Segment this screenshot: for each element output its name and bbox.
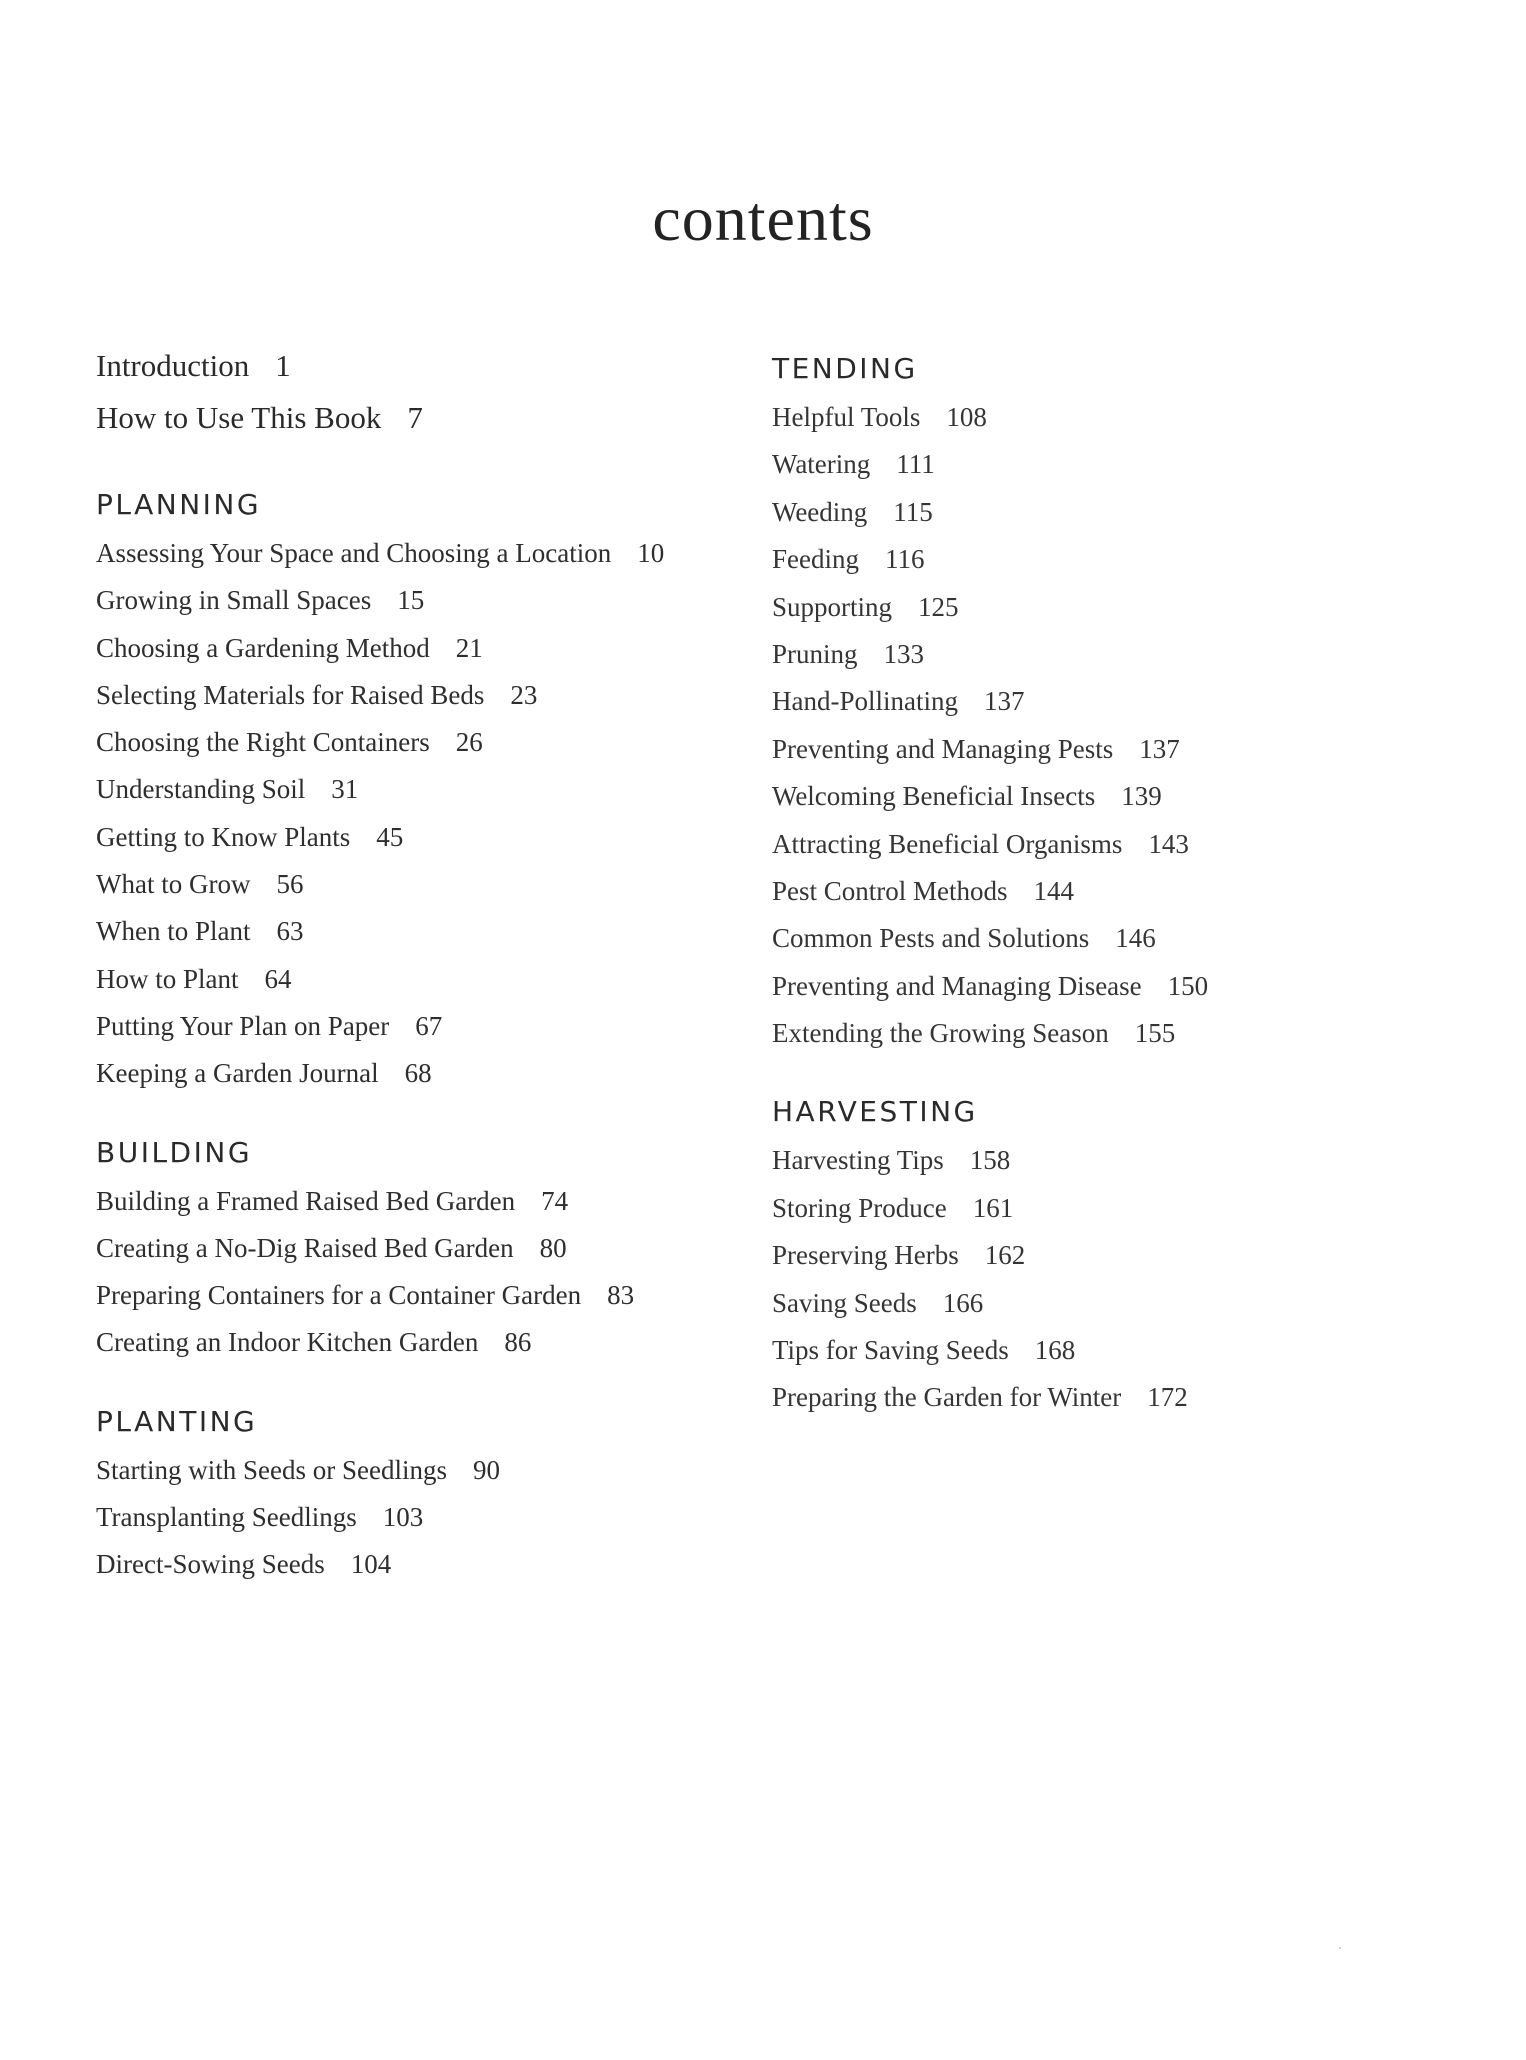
entry-page-number: 26 [455,727,483,758]
toc-entry[interactable] [772,631,1472,678]
toc-entry[interactable] [772,489,1472,536]
toc-entry[interactable] [772,773,1472,820]
toc-entry[interactable] [772,868,1472,915]
toc-entry-introduction[interactable] [96,340,746,392]
spacer [96,1098,746,1128]
spacer [772,1057,1472,1087]
entry-page-number: 45 [376,821,404,852]
entry-label: Hand-Pollinating [772,686,958,717]
toc-entry[interactable] [96,1319,746,1366]
entry-label: Tips for Saving Seeds [772,1335,1009,1366]
toc-entry[interactable] [772,1327,1472,1374]
entry-page-number: 83 [607,1280,635,1311]
entry-page-number: 172 [1147,1382,1188,1413]
toc-entry[interactable] [96,1225,746,1272]
entry-label: Creating an Indoor Kitchen Garden [96,1327,479,1358]
toc-right-column [772,344,1472,1422]
entry-page-number: 168 [1034,1335,1076,1366]
spacer [96,444,746,480]
entry-page-number: 150 [1167,970,1209,1001]
entry-page-number: 90 [472,1454,500,1485]
entry-page-number: 161 [972,1192,1014,1223]
entry-label: Choosing the Right Containers [96,727,430,758]
entry-page-number: 125 [918,591,959,622]
toc-entry[interactable] [96,577,746,624]
entry-page-number: 7 [407,400,423,435]
entry-label: Watering [772,449,871,480]
toc-entry[interactable] [772,1280,1472,1327]
toc-entry[interactable] [772,963,1472,1010]
entry-page-number: 144 [1033,875,1075,906]
toc-entry[interactable] [772,1374,1472,1421]
entry-label: Assessing Your Space and Choosing a Location [96,538,612,568]
entry-page-number: 111 [896,449,935,480]
entry-page-number: 15 [397,585,425,616]
entry-page-number: 104 [350,1549,392,1580]
toc-entry[interactable] [772,584,1472,631]
entry-label: Helpful Tools [772,402,921,432]
entry-page-number: 143 [1148,828,1189,859]
toc-entry[interactable] [96,1272,746,1319]
entry-label: Understanding Soil [96,774,306,805]
spacer [96,1367,746,1397]
toc-entry[interactable] [96,719,746,766]
toc-entry[interactable] [96,956,746,1003]
entry-page-number: 56 [276,869,304,900]
entry-label: Preserving Herbs [772,1240,959,1271]
toc-entry[interactable] [772,1010,1472,1057]
entry-page-number: 21 [455,632,483,663]
toc-entry[interactable] [96,766,746,813]
toc-entry[interactable] [96,1541,746,1588]
entry-label: Introduction [96,348,250,383]
entry-page-number: 10 [637,538,665,568]
toc-entry[interactable] [96,1447,746,1494]
entry-page-number: 116 [885,544,925,575]
toc-entry[interactable] [772,915,1472,962]
entry-label: Starting with Seeds or Seedlings [96,1454,447,1485]
entry-label: Preventing and Managing Pests [772,733,1114,764]
entry-label: Building a Framed Raised Bed Garden [96,1185,516,1216]
toc-entry[interactable] [96,1494,746,1541]
entry-label: Preparing Containers for a Container Garden [96,1280,582,1311]
entry-label: Harvesting Tips [772,1145,944,1176]
entry-label: Preventing and Managing Disease [772,970,1142,1001]
entry-page-number: 137 [983,686,1025,717]
toc-entry[interactable] [96,1003,746,1050]
entry-page-number: 103 [382,1502,424,1533]
entry-page-number: 158 [969,1145,1011,1176]
entry-page-number: 166 [942,1287,984,1318]
entry-page-number: 162 [984,1240,1026,1271]
entry-page-number: 67 [415,1010,443,1041]
entry-label: Creating a No-Dig Raised Bed Garden [96,1232,514,1263]
entry-label: Extending the Growing Season [772,1018,1109,1049]
entry-page-number: 31 [331,774,359,805]
entry-page-number: 23 [510,679,538,710]
toc-entry[interactable] [772,536,1472,583]
section-heading-harvesting: HARVESTING [772,1095,978,1129]
entry-page-number: 63 [276,916,304,947]
entry-page-number: 86 [504,1327,532,1358]
entry-page-number: 146 [1115,923,1156,954]
toc-entry[interactable] [96,530,746,577]
entry-label: How to Plant [96,963,239,994]
entry-label: Putting Your Plan on Paper [96,1010,390,1041]
toc-entry[interactable] [772,1185,1472,1232]
entry-label: How to Use This Book [96,400,382,435]
entry-label: When to Plant [96,916,251,947]
toc-entry[interactable] [772,726,1472,773]
section-heading-building: BUILDING [96,1135,253,1169]
entry-label: Getting to Know Plants [96,821,351,852]
entry-label: Attracting Beneficial Organisms [772,828,1123,859]
toc-entry[interactable] [772,821,1472,868]
entry-label: Selecting Materials for Raised Beds [96,679,485,710]
page-title: contents [652,183,874,254]
entry-label: What to Grow [96,869,251,900]
toc-entry[interactable] [96,1178,746,1225]
entry-label: Pest Control Methods [772,875,1008,906]
entry-label: Transplanting Seedlings [96,1502,357,1533]
entry-label: Supporting [772,591,893,622]
toc-entry[interactable] [96,625,746,672]
entry-label: Weeding [772,496,868,527]
section-heading-tending: TENDING [772,352,918,385]
entry-page-number: 115 [893,496,933,527]
entry-label: Common Pests and Solutions [772,923,1090,954]
entry-label: Choosing a Gardening Method [96,632,430,663]
section-heading-planting: PLANTING [96,1404,258,1438]
toc-entry[interactable] [96,814,746,861]
entry-page-number: 80 [539,1232,567,1263]
entry-label: Preparing the Garden for Winter [772,1382,1122,1413]
toc-entry[interactable] [772,1137,1472,1184]
toc-entry[interactable] [772,394,1472,441]
toc-entry[interactable] [772,1232,1472,1279]
toc-entry-how-to-use[interactable] [96,392,746,444]
toc-entry[interactable] [772,441,1472,488]
entry-label: Welcoming Beneficial Insects [772,781,1096,812]
entry-label: Feeding [772,544,859,575]
entry-page-number: 68 [404,1058,432,1089]
scan-speck [1339,1947,1341,1949]
entry-page-number: 74 [541,1185,569,1216]
entry-label: Pruning [772,638,858,669]
entry-page-number: 64 [264,963,292,994]
toc-entry[interactable] [96,861,746,908]
section-heading-planning: PLANNING [96,488,262,521]
toc-entry[interactable] [772,678,1472,725]
entry-page-number: 139 [1121,781,1162,812]
toc-entry[interactable] [96,908,746,955]
entry-page-number: 1 [275,348,291,383]
entry-page-number: 133 [883,638,925,669]
entry-page-number: 137 [1139,733,1180,764]
toc-entry[interactable] [96,672,746,719]
entry-label: Growing in Small Spaces [96,585,372,616]
toc-left-column [96,340,746,1589]
entry-label: Storing Produce [772,1192,947,1223]
entry-label: Saving Seeds [772,1287,917,1318]
toc-entry[interactable] [96,1050,746,1097]
entry-page-number: 155 [1134,1018,1176,1049]
entry-label: Keeping a Garden Journal [96,1058,379,1089]
entry-page-number: 108 [946,402,987,432]
entry-label: Direct-Sowing Seeds [96,1549,325,1580]
